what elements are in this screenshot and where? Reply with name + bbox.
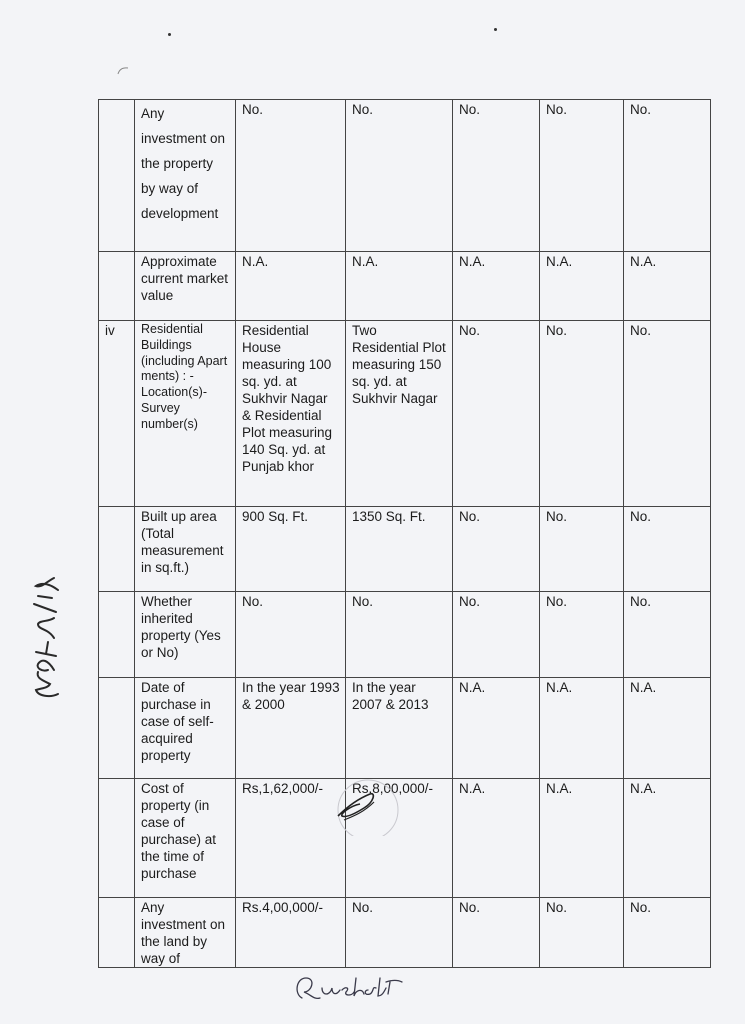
signature bbox=[290, 968, 410, 1008]
handwritten-margin-note bbox=[28, 572, 64, 702]
row-label: Date of purchase in case of self-acquired property bbox=[135, 678, 236, 779]
cell-value: N.A. bbox=[453, 252, 540, 321]
cell-value: Two Residential Plot measuring 150 sq. yd. at Sukhvir Nagar bbox=[346, 321, 453, 507]
table-row bbox=[99, 779, 711, 898]
cell-value: No. bbox=[624, 898, 711, 968]
row-number bbox=[99, 898, 135, 968]
scan-mark bbox=[116, 64, 132, 78]
cell-value: No. bbox=[453, 100, 540, 252]
cell-value: No. bbox=[453, 321, 540, 507]
cell-value: N.A. bbox=[540, 779, 624, 898]
cell-value: Rs.8,00,000/- bbox=[346, 779, 453, 898]
cell-value: No. bbox=[346, 592, 453, 678]
row-number bbox=[99, 252, 135, 321]
cell-value: No. bbox=[624, 321, 711, 507]
row-label: Built up area (Total measurement in sq.ft.) bbox=[135, 507, 236, 592]
cell-value: No. bbox=[346, 898, 453, 968]
cell-value: Rs.4,00,000/- bbox=[236, 898, 346, 968]
cell-value: No. bbox=[624, 507, 711, 592]
cell-value: N.A. bbox=[453, 779, 540, 898]
row-number bbox=[99, 507, 135, 592]
cell-value: No. bbox=[453, 507, 540, 592]
row-label: Cost of property (in case of purchase) at the time of purchase bbox=[135, 779, 236, 898]
scan-speck bbox=[168, 33, 171, 36]
cell-value: No. bbox=[624, 100, 711, 252]
cell-value: No. bbox=[624, 592, 711, 678]
cell-value: Residential House measuring 100 sq. yd. at Sukhvir Nagar & Residential Plot measuring 140 Sq. yd. at Punjab khor bbox=[236, 321, 346, 507]
cell-value: N.A. bbox=[624, 779, 711, 898]
cell-value: N.A. bbox=[453, 678, 540, 779]
row-number: iv bbox=[99, 321, 135, 507]
cell-value: 900 Sq. Ft. bbox=[236, 507, 346, 592]
row-number bbox=[99, 592, 135, 678]
cell-value: No. bbox=[236, 592, 346, 678]
scan-speck bbox=[494, 28, 497, 31]
cell-value: No. bbox=[540, 592, 624, 678]
row-number bbox=[99, 100, 135, 252]
cell-value: No. bbox=[540, 321, 624, 507]
cell-value: 1350 Sq. Ft. bbox=[346, 507, 453, 592]
row-label: Any investment on the land by way of bbox=[135, 898, 236, 968]
cell-value: N.A. bbox=[540, 678, 624, 779]
cell-value: In the year 2007 & 2013 bbox=[346, 678, 453, 779]
table-row bbox=[99, 507, 711, 592]
row-label: Residential Buildings (including Apart ments) : - Location(s)- Survey number(s) bbox=[135, 321, 236, 507]
row-label: Any investment on the property by way of development bbox=[135, 100, 236, 252]
cell-value: N.A. bbox=[624, 678, 711, 779]
cell-value: No. bbox=[540, 898, 624, 968]
cell-value: No. bbox=[453, 898, 540, 968]
table-row bbox=[99, 100, 711, 252]
cell-value: N.A. bbox=[624, 252, 711, 321]
cell-value: No. bbox=[346, 100, 453, 252]
table-row bbox=[99, 321, 711, 507]
cell-value: No. bbox=[236, 100, 346, 252]
table-row bbox=[99, 678, 711, 779]
cell-value: In the year 1993 & 2000 bbox=[236, 678, 346, 779]
cell-value: N.A. bbox=[540, 252, 624, 321]
cell-value: Rs,1,62,000/- bbox=[236, 779, 346, 898]
table-row bbox=[99, 252, 711, 321]
row-number bbox=[99, 678, 135, 779]
cell-value: No. bbox=[540, 100, 624, 252]
cell-value: No. bbox=[453, 592, 540, 678]
table-row bbox=[99, 898, 711, 968]
row-label: Approximate current market value bbox=[135, 252, 236, 321]
property-table bbox=[98, 99, 711, 968]
row-label: Whether inherited property (Yes or No) bbox=[135, 592, 236, 678]
initial-mark bbox=[330, 776, 400, 836]
cell-value: N.A. bbox=[346, 252, 453, 321]
row-number bbox=[99, 779, 135, 898]
table-row bbox=[99, 592, 711, 678]
cell-value: No. bbox=[540, 507, 624, 592]
cell-value: N.A. bbox=[236, 252, 346, 321]
